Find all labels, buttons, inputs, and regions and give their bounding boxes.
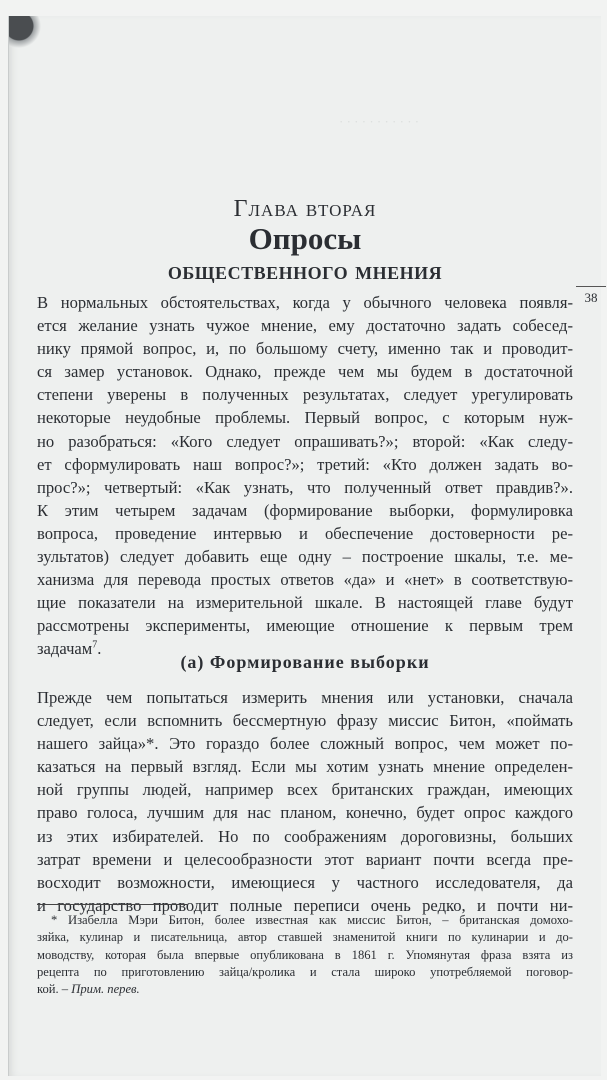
footnote-reference: 7 [92,639,98,651]
footnote-divider [37,904,187,905]
text-line: вопроса, проведение интервью и обеспечение достоверности ре- [37,523,573,543]
text-line: нашего зайца»*. Это гораздо более сложный вопрос, чем может по- [37,734,573,754]
paragraph-intro [37,291,573,661]
text-line: затрат времени и целесообразности этот вариант почти всегда пре- [37,849,573,869]
translator-note: Прим. перев. [71,982,140,997]
text-line: некоторые неудобные проблемы. Первый вопрос, с которым нуж- [37,408,573,428]
footnote-line: рецепта по приготовлению зайца/кролика и стала широко употребляемой поговор- [37,964,573,979]
text-line: право голоса, лучшим для нас планом, конечно, будет опрос каждого [37,803,573,823]
text-fragment: кой. – [37,982,72,997]
text-line: прос?»; четвертый: «Как узнать, что полученный ответ правдив?». [37,477,573,497]
text-line: К этим четырем задачам (формирование выборки, формулировка [37,500,573,520]
text-line: но разобраться: «Кого следует опрашивать?»; второй: «Как следу- [37,431,573,451]
paragraph-sampling [37,686,573,917]
text-line: следует, если вспомнить бессмертную фразу миссис Битон, «поймать [37,711,573,731]
book-page [8,16,601,1076]
page-number: 38 [576,286,606,306]
text-fragment: задачам [37,639,93,659]
text-line: ется желание узнать чужое мнение, ему достаточно задать собесед- [37,316,573,336]
footnote-line-last [37,981,573,998]
footnote-line: моводству, которая была впервые опубликована в 1861 г. Упомянутая фраза взята из [37,947,573,962]
text-fragment: . [97,639,102,659]
text-line: казаться на первый взгляд. Если мы хотим узнать мнение определен- [37,757,573,777]
chapter-label: Глава вторая [233,196,377,222]
text-line: из этих избирателей. Но по соображениям дороговизны, больших [37,826,573,846]
section-heading: (а) Формирование выборки [180,652,430,672]
bleed-through-text: · · · · · · · · · · · [339,114,420,129]
text-line: щие показатели на измерительной шкале. В настоящей главе будут [37,593,573,613]
text-line: и государство проводит полные переписи очень редко, и почти ни- [37,895,573,915]
text-line: нику прямой вопрос, и, по большому счету, именно так и проводит- [37,339,573,359]
footnote [37,912,573,998]
page-corner-shadow [9,16,49,56]
footnote-line: зяйка, кулинар и писательница, автор ставшей знаменитой книги по кулинарии и до- [37,930,573,945]
text-line: рассмотрены эксперименты, имеющие отношение к первым трем [37,616,573,636]
text-line: степени уверены в полученных результатах, следует урегулировать [37,385,573,405]
text-line: В нормальных обстоятельствах, когда у обычного человека появля- [37,293,573,312]
text-line: ханизма для перевода простых ответов «да» и «нет» в соответствую- [37,570,573,590]
text-line: зультатов) следует добавить еще одну – построение шкалы, т.е. ме- [37,547,573,567]
text-line: ет сформулировать наш вопрос?»; третий: «Кто должен задать во- [37,454,573,474]
footnote-line: * Изабелла Мэри Битон, более известная как миссис Битон, – британская домохо- [51,913,573,927]
text-line: ной группы людей, например всех британских граждан, имеющих [37,780,573,800]
chapter-title-line1: Опросы [248,221,362,256]
text-line: Прежде чем попытаться измерить мнения или установки, сначала [37,688,573,707]
chapter-title-line2: общественного мнения [167,256,443,285]
text-line: восходит возможности, имеющиеся у частного исследователя, да [37,872,573,892]
text-line: ся замер установок. Однако, прежде чем мы будем в достаточной [37,362,573,382]
